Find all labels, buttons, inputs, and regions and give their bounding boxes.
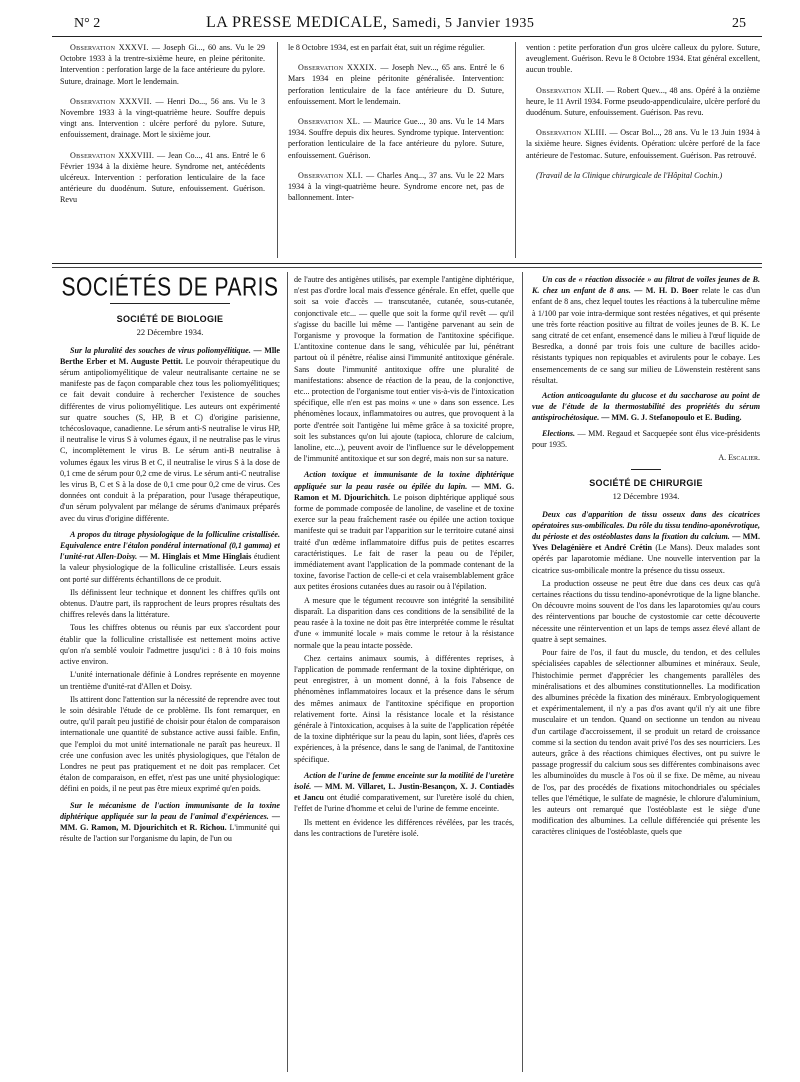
observation-42 — [526, 85, 760, 119]
observation-text: — Robert Quev..., 48 ans. Opéré à la onzième heure, le 11 Avril 1934. Forme pseudo-appendiculaire, ulcère perforé du duodénum. Suture, enfouissement. Guérison. Pas revu. — [526, 85, 760, 118]
communication-authors: — Mlle Berthe Erber et M. Auguste Pettit. — [60, 345, 280, 366]
article-credit: (Travail de la Clinique chirurgicale de l'Hôpital Cochin.) — [536, 170, 723, 180]
communication — [60, 345, 280, 524]
elections — [532, 428, 760, 450]
observation-text: — Oscar Bol..., 28 ans. Vu le 13 Juin 1934 à la sixième heure. Signes évidents. Opération: ulcère perforé de la face antérieure de l'estomac. Suture, enfouissement. Guérison. Pas retrouvé. — [526, 128, 760, 160]
communication-title: Deux cas d'apparition de tissu osseux dans des cicatrices opératoires sus-ombilicales. Du rôle du tissu tendino-aponévrotique, du périoste et des ostéoblastes dans la fixation du calcium. — [532, 509, 760, 542]
observation-label: Observation XXXIX. — [298, 63, 377, 73]
signature: A. Escalier. — [718, 453, 760, 463]
communication-title: A propos du titrage physiologique de la folliculine cristallisée. Equivalence entre l'étalon pondéral international (0,1 gamma) et l'unité-rat Allen-Doisy. — [60, 529, 280, 562]
society-name: SOCIÉTÉ DE CHIRURGIE — [589, 478, 703, 489]
top-column-1 — [60, 42, 265, 260]
communication-title: Sur le mécanisme de l'action immunisante de la toxine diphtérique appliquée sur la peau de l'animal d'expériences. — [60, 800, 280, 821]
session-date: 12 Décembre 1934. — [612, 491, 680, 502]
title-rule — [110, 303, 230, 304]
observation-text: — Jean Co..., 41 ans. Entré le 6 Février 1934 à la dixième heure. Syndrome net, antécédents ulcéreux. Intervention : perforation lenticulaire de la face antérieure du duodénum. Suture, enfouissement. Guérison. Revu — [60, 150, 265, 205]
societes-column-2 — [294, 274, 514, 1074]
section-rule-thin — [52, 267, 762, 268]
communication-authors: — MM. G. J. Stefanopoulo et E. Buding. — [601, 413, 742, 423]
paragraph: Tous les chiffres obtenus ou réunis par eux s'accordent pour établir que la folliculine cristallisée est nettement moins active qu'on n'a semblé vouloir l'admettre jusqu'ici : 8 à 10 fois moins active environ. — [60, 623, 280, 667]
page-number: 25 — [732, 16, 746, 31]
top-column-3 — [526, 42, 760, 260]
communication-authors: — MM. Yves Delagénière et André Crétin — [532, 532, 760, 553]
communication-title: Action toxique et immunisante de la toxine diphtérique appliquée sur la peau rasée ou épilée du lapin. — [294, 470, 514, 491]
communication-text: Le pouvoir thérapeutique du sérum antipoliomyélitique de valeur neutralisante certaine ne se manifeste pas de façon comparable chez tous les poliomyélitiques; ce fait devait conduire à rechercher l'existence de souches différentes de virus poliomyélitique. Les auteurs ont expérimenté sur quatre souches (S, HP, B et C) d'origine parisienne, tchécoslovaque, canadienne. Le sérum anti-S neutralise le virus HP, il neutralise le virus S à volumes égaux, il ne neutralise pas le virus C, incomplètement le virus B. Le sérum anti-B neutralise à volumes égaux les virus B et C, il neutralise le virus S à la dose de 0,1 cme de sérum pour 0,2 cme de virus. Le sérum anti-C neutralise les virus B, C et S à la dose de 0,1 cme pour 0,2 cme de virus. Ces données ont conduit à la préparation, pour l'usage thérapeutique, d'un sérum polyvalent par mélange de sérums d'animaux préparés avec du virus d'origine différente. — [60, 356, 280, 523]
observation-label: Observation XLII. — [536, 85, 604, 95]
issue-number: N° 2 — [74, 16, 101, 31]
observation-label: Observation XXXVII. — [70, 96, 152, 106]
observation-37 — [60, 96, 265, 141]
communication — [294, 469, 514, 592]
communication — [532, 274, 760, 386]
paragraph: Ils mettent en évidence les différences révélées, par les tracés, dans les contractions de l'uretère isolé. — [294, 817, 514, 838]
page-header — [0, 14, 800, 34]
communication — [532, 390, 760, 424]
communication-text: étudient la valeur physiologique de la folliculine cristallisée. Leurs essais ont porté sur différents échantillons de ce produit. — [60, 552, 280, 584]
communication — [532, 509, 760, 576]
societes-column-1 — [60, 274, 280, 1074]
communication-title: Sur la pluralité des souches de virus poliomyélitique. — [70, 345, 251, 355]
paragraph: Pour faire de l'os, il faut du muscle, du tendon, et des cellules spécialisées capables de sélectionner albumines et minéraux. Seule, l'histochimie permet d'apprécier les changements parallèles des minéralisations et des albumines constitutionnelles. La modification des albumines précède la fixation des minéraux. Embryologiquement et expérimentalement, il n'y a pas d'os avant qu'il n'y ait une fibre musculaire et un tendon. Quand on sectionne un tendon au niveau d'un cartilage d'accroissement, il se produit un retard de croissance comme si la section du tendon avait privé l'os des ses nourriciers. Les auteurs, grâce à des réactions chimiques électives, ont pu suivre le passage progressif du calcium sous ses différentes combinaisons avec les albuminoïdes du muscle à l'os où il se fixe. De même, au niveau de l'os, par des procédés de fixations mitochondriales ou spéciales telles que l'émétique, le sulfate de magnésie, le chlorure d'aluminium, les auteurs ont remarqué que l'ostéoblaste est le siège d'une modification des albumines. La cellule différenciée qui présente les caractères cliniques de l'ostéoblaste, quels que — [532, 648, 760, 837]
communication-authors: — M. Hinglais et Mme Hinglais — [139, 552, 252, 562]
communication-authors: — MM. M. Villaret, L. Justin-Besançon, X. J. Contiadès et Jancu — [294, 781, 514, 803]
observation-text: — Henri Do..., 56 ans. Vu le 3 Novembre 1933 à la vingt-quatrième heure. Souffre depuis vingt ans. Intervention : ulcère perforé du pylore. Suture, enfouissement, drainage. Mort le sixième jour. — [60, 96, 265, 140]
paragraph: La production osseuse ne peut être due dans ces deux cas qu'à certaines réactions du tissu tendino-aponévrotique de la ligne blanche. On découvre moins souvent de l'os dans les laparotomies qu'au cours des réinterventions par bouche de cystostomie car cette découverte nécessite une réintervention et un laps de temps assez élevé allant de quatre à sept semaines. — [532, 578, 760, 644]
elections-text: — MM. Regaud et Sacquepée sont élus vice-présidents pour 1935. — [532, 428, 760, 449]
communication-text: (Le Mans). Deux malades sont opérés par laparotomie médiane. Une nouvelle intervention par la cicatrice sus-ombilicale montre la présence du tissu osseux. — [532, 543, 760, 575]
short-rule — [631, 469, 661, 470]
observation-40 — [288, 116, 504, 161]
journal-name: LA PRESSE MEDICALE, — [206, 14, 388, 31]
observation-label: Observation XXXVIII. — [70, 150, 155, 160]
communication-text: L'immunité qui résulte de l'action sur l'organisme du lapin, de l'un ou — [60, 822, 280, 844]
column-divider — [277, 42, 278, 258]
column-divider — [522, 272, 523, 1072]
observation-text: — Joseph Gi..., 60 ans. Vu le 29 Octobre 1933 à la trentre-sixième heure, en pleine péritonite. Intervention : perforation large de la face antérieure du pylore. Suture, drainage. Mort le lendemain. — [60, 43, 265, 86]
observation-label: Observation XL. — [298, 117, 361, 127]
paragraph: Ils attirent donc l'attention sur la nécessité de reprendre avec tout le soin désirable l'étude de ce problème. Ils font remarquer, en outre, qu'il paraît peu justifié de choisir pour étalon de comparaison internationale une quantité de substance active aussi faible. Enfin, que l'emploi du mot unité internationale ne paraît pas heureux. Il crée une confusion avec les unités physiologiques, que l'étalon de Londres ne peut pas pratiquement et ne doit pas remplacer. Cet étalon de comparaison, en effet, n'est pas une unité physiologique: défini en poids, il ne peut pas être mieux exprimé qu'en poids. — [60, 694, 280, 794]
observation-38 — [60, 150, 265, 206]
issue-date: Samedi, 5 Janvier 1935 — [392, 16, 535, 31]
communication-authors: — M. H. D. Boer — [634, 286, 699, 296]
elections-label: Elections. — [542, 428, 576, 438]
column-divider — [287, 272, 288, 1072]
paragraph: Ils définissent leur technique et donnent les chiffres qu'ils ont obtenus. D'autre part, ils rapprochent de leurs propres résultats des chiffres relevés dans la littérature. — [60, 587, 280, 620]
paragraph: L'unité internationale définie à Londres représente en moyenne un trentième d'unité-rat d'Allen et Doisy. — [60, 670, 280, 691]
communication — [60, 800, 280, 845]
header-rule — [52, 36, 762, 37]
section-title: SOCIÉTÉS DE PARIS — [61, 274, 279, 302]
top-column-2 — [288, 42, 504, 260]
observation-label: Observation XLIII. — [536, 128, 607, 138]
continued-text: vention : petite perforation d'un gros ulcère calleux du pylore. Suture, aveuglement. Guérison. Revu le 8 Octobre 1934. Etat général excellent, aucun trouble. — [526, 43, 760, 75]
paragraph: de l'autre des antigènes utilisés, par exemple l'antigène diphtérique, n'est pas d'ordre local mais d'essence générale. En effet, quelle que soit sa voie d'accès — transcutanée, cutanée, sous-cutanée, conjonctivale etc... — quelle que soit la forme qu'il revêt — qu'il s'agisse du bacille lui même — l'antigène parvenant au sein de l'organisme y provoque la formation de l'antitoxine spécifique. L'antitoxine contenue dans le sang, véhiculée par lui, pénétrant partout où il pénètre, réalise ainsi l'immunité antitoxique générale. Sans doute l'immunité antitoxique offre une pluralité de manifestations: absence de réaction de la peau, de la conjonctive, etc... protection de l'organisme tout entier vis-à-vis de l'intoxication spécifique, elle n'en est pas moins « une » dans son essence. Les phénomènes locaux, inflammatoires ou autres, que provoquent à la porte d'entrée soit l'antigène lui même grâce à sa toxicité propre, soit les substances qu'on lui ajoute (tapioca, chlorure de calcium, lanoline, etc...), peuvent avoir de l'influence sur le développement de l'immunité antitoxique et sur son degré, mais non sur sa nature. — [294, 275, 514, 464]
observation-label: Observation XLI. — [298, 170, 364, 180]
paragraph: A mesure que le tégument recouvre son intégrité la sensibilité disparaît. La disparition dans ces conditions de la sensibilité de la peau rasée à la toxine ne doit pas être interprétée comme le résultat d'une « immunité locale » mais comme le retour à la résistance normale que la peau intacte possède. — [294, 595, 514, 650]
observation-label: Observation XXXVI. — [70, 43, 149, 52]
paragraph: Chez certains animaux soumis, à différentes reprises, à l'application de pommade renfermant de la toxine diphtérique, on peut enregistrer, à un moment donné, à la fois l'absence de phénomènes inflammatoires locaux et la présence dans le sérum des mêmes animaux de l'antitoxine spécifique en proportion relativement forte. Ainsi la résistance locale et la résistance générale à l'intoxication, acquises à la suite de l'application répétée de la toxine diphtérique sur la peau du lapin, sont liées, d'après ces expériences, à la présence, dans le sang de l'animal, de l'antitoxine spécifique. — [294, 653, 514, 764]
communication-title: Un cas de « réaction dissociée » au filtrat de voiles jeunes de B. K. chez un enfant de 8 ans. — [532, 275, 760, 296]
column-divider — [515, 42, 516, 258]
observation-36 — [60, 42, 265, 87]
session-date: 22 Décembre 1934. — [136, 327, 204, 338]
communication-authors: — MM. G. Ramon, M. Djourichitch et R. Richou. — [60, 811, 280, 832]
communication-title: Action anticoagulante du glucose et du saccharose au point de vue de l'étude de la thermostabilité des propriétés du sérum antispirochétosique. — [532, 391, 760, 423]
observation-39 — [288, 62, 504, 107]
communication-text: ont étudié comparativement, sur l'uretère isolé du chien, l'effet de l'urine d'homme et celui de l'urine de femme enceinte. — [294, 793, 514, 814]
communication-text: Le poison diphtérique appliqué sous forme de pommade composée de lanoline, de vaseline et de toxine exerce sur la peau fraîchement rasée ou épilée une action toxique manifeste qui se traduit par l'apparition sur le territoire cutané ainsi traité d'un œdème inflammatoire diffus puis de petites escarres caractéristiques. Le fait de raser la peau ou de l'épiler, immédiatement avant l'application de la pommade contenant de la toxine, favorise l'action de celle-ci et cela vraisemblablement grâce aux petites érosions cutanées dues au rasoir ou à l'épilation. — [294, 492, 514, 592]
societes-column-3 — [532, 274, 760, 1074]
society-name: SOCIÉTÉ DE BIOLOGIE — [116, 314, 224, 325]
communication-title: Action de l'urine de femme enceinte sur la motilité de l'uretère isolé. — [294, 770, 514, 791]
observation-41 — [288, 170, 504, 204]
observation-text: — Joseph Nev..., 65 ans. Entré le 6 Mars 1934 en pleine péritonite généralisée. Intervention: perforation lenticulaire de la face antérieure du D. Suture, enfouissement. Mort le lendemain. — [288, 63, 504, 106]
observation-text: — Maurice Gue..., 30 ans. Vu le 14 Mars 1934. Souffre depuis dix heures. Syndrome typique. Intervention: perforation lenticulaire de la face antérieure du pylore. Suture, enfouissement. Guérison. — [288, 117, 504, 160]
section-rule — [52, 263, 762, 264]
communication — [294, 770, 514, 815]
observation-text: — Charles Anq..., 37 ans. Vu le 22 Mars 1934 à la vingt-quatrième heure. Syndrome encore net, pas de ballonnement. Inter- — [288, 170, 504, 203]
continued-text: le 8 Octobre 1934, est en parfait état, suit un régime régulier. — [288, 43, 485, 52]
observation-43 — [526, 127, 760, 161]
journal-title — [206, 14, 534, 32]
communication-text: relate le cas d'un enfant de 8 ans, chez lequel toutes les réactions à la tuberculine même à 1/100 par voie intra-dermique sont restées négatives, et qui présente une très forte réaction positive au filtrat de voiles jeunes de B. K. Le sang citraté de cet enfant, ensemencé dans le milieu à l'œuf liquide de Besredka, a donné par trois fois une culture de bacilles acido-résistants typiques non repiquables et avirulents pour le cobaye. Les ensemencements de ce sang sur milieu de Löwenstein restèrent sans résultat. — [532, 286, 760, 385]
communication-authors: — MM. G. Ramon et M. Djourichitch. — [294, 481, 514, 502]
communication — [60, 529, 280, 585]
